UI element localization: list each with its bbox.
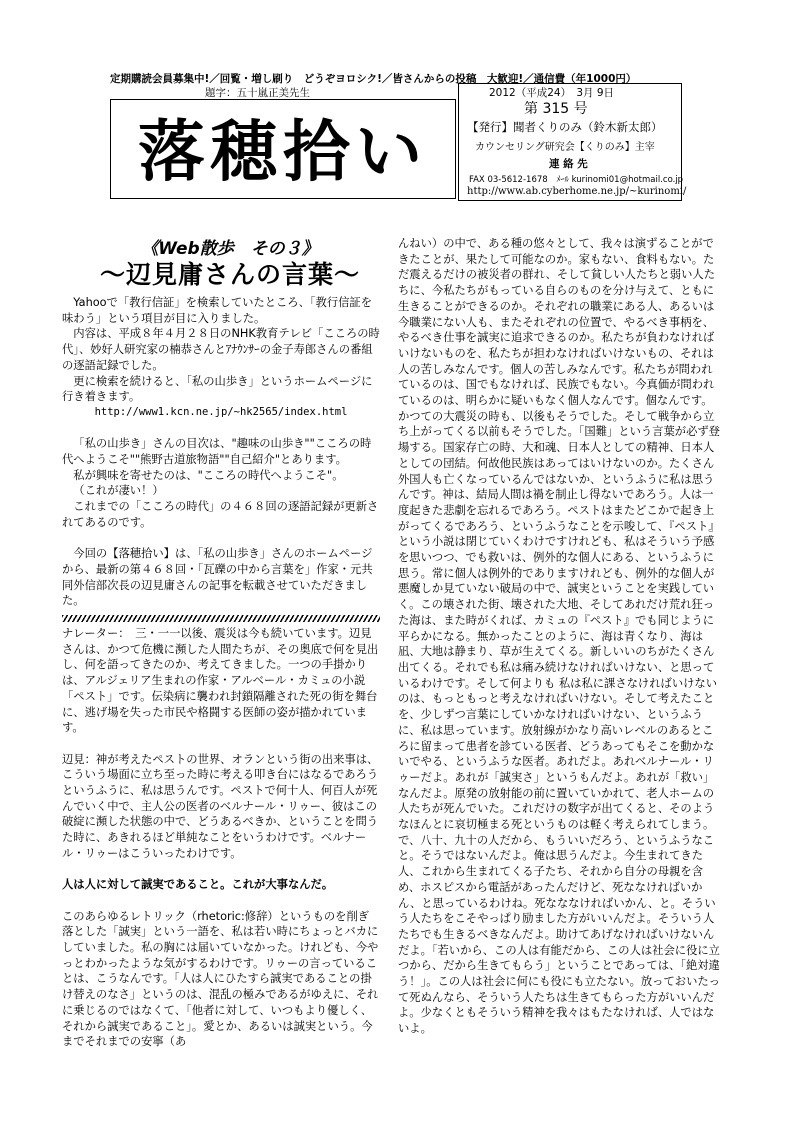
para-4: 「私の山歩き」さんの目次は、"趣味の山歩き""こころの時代へようこそ""熊野古道旅物語""自己紹介"とあります。 xyxy=(62,437,372,467)
henmi-para: 辺見：神が考えたペストの世界、オランという街の出来事は、こういう場面に立ち至った時に考える叩き台にはなるであろうというふうに、私は思うんです。ペストで何十人、何百人が死んでいく中で、主人公の医者のベルナール・リゥー、彼はこの破綻に瀕した状態の中で、どうあるべきか、ということを問うた時に、あきれるほど単純なことをいうわけです。ベルナール・リゥーはこういったわけです。 xyxy=(62,752,379,860)
top-banner: 定期購読会員募集中!／回覧・増し刷り どうぞヨロシク!／皆さんからの投稿 大歓迎!／通信費（年1000円） xyxy=(110,73,637,85)
issue-info-box xyxy=(458,83,687,201)
para-5b: （これが凄い！） xyxy=(73,484,164,498)
right-column xyxy=(398,236,720,1037)
website-url[interactable]: http://www.ab.cyberhome.ne.jp/~kurinomi/ xyxy=(467,186,687,197)
masthead-title-svg xyxy=(111,100,455,198)
series-title: 《Web散歩 その３》 xyxy=(141,239,319,259)
left-column xyxy=(62,295,380,1050)
para-7: 今回の【落穂拾い】は、「私の山歩き」さんのホームページから、最新の第４６８回・「瓦礫の中から言葉を」作家・元共同外信部次長の辺見庸さんの記事を転載させていただきました。 xyxy=(62,547,373,608)
section-divider xyxy=(62,615,380,622)
article-headline: ～辺見庸さんの言葉～ xyxy=(99,260,360,289)
masthead-title: 落穂拾い xyxy=(137,111,429,191)
para-1: Yahooで「教行信証」を検索していたところ、「教行信証を味わう」という項目が目に入りました。 xyxy=(62,296,373,325)
para-3: 更に検索を続けると、「私の山歩き」というホームページに行き着きます。 xyxy=(62,374,373,404)
issue-date: 2012（平成24） 3月 9日 xyxy=(489,87,615,99)
para-2: 内容は、平成８年４月２８日のNHK教育テレビ「こころの時代」、妙好人研究家の楠恭さんとｱﾅｳﾝｻｰの金子寿郎さんの番組の逐語記録でした。 xyxy=(62,327,380,372)
key-quote: 人は人に対して誠実であること。これが大事なんだ。 xyxy=(62,878,334,892)
right-column-text: んねい）の中で、ある種の悠々として、我々は演ずることができたことが、果たして可能なのか。家もない、食料もない。ただ震えるだけの被災者の群れ、そして貧しい人たちと弱い人たちに、今私たちがもっている自らのものを分け与えて、ともに生きることができるのか。それぞれの職業にある人、あるいは今職業にない人も、またそれぞれの位置で、やるべき事柄を、やるべき仕事を誠実に追求できるのか。私たちが負わなければいけないものを、私たちが担わなければいけないもの、それは人の苦しみなんです。個人の苦しみなんです。私たちが問われているのは、国でもなければ、民族でもない。今真価が問われているのは、明らかに疑いもなく個人なんです。個なんです。かつての大震災の時も、以後もそうでした。そして戦争から立ち上がってくる以前もそうでした。「国難」という言葉が必ず登場する。国家存亡の時、大和魂、日本人としての精神、日本人としての団結。何故他民族はあってはいけないのか。たくさん外国人も亡くなっているんではないか、というふうに私は思うんです。神は、結局人間は禍を制止し得ないであろう。人は一度起きた悲劇を忘れるであろう。ペストはまたどこかで起き上がってくるであろう、というふうなことを示唆して、『ペスト』という小説は閉じていくわけですけれども、私はそういう予感を思いつつ、でも救いは、例外的な個人にある、というふうに思う。常に個人は例外的でありますけれども、例外的な個人が悪魔しか見ていない破局の中で、誠実ということを実践していく。この壊された街、壊された大地、そしてあれだけ荒れ狂った海は、また時がくれば、カミュの『ペスト』でも同じように平らかになる。無かったことのように、海は青くなり、海は凪、大地は静まり、草が生えてくる。新しいいのちがたくさん出てくる。それでも私は痛み続けなければいけない、と思っているわけです。そして何よりも 私は私に課さなければいけないのは、もっともっと考えなければいけない。そして考えたことを、少しずつ言葉にしていかなければいけない、というふうに、私は思っています。放射線がかなり高いレベルのあるところに留まって患者を診ている医者、どうあってもそこを動かないでやる、というふうな医者。あれだよ。あれベルナール・リゥーだよ。あれが「誠実さ」というもんだよ。あれが「救い」なんだよ。原発の放射能の前に置いていかれて、老人ホームの人たちが死んでいた。これだけの数字が出てくると、そのようなほんとに哀切極まる死というものは軽く考えられてしまう。で、八十、九十の人だから、もういいだろう、というふうなこと。そうではないんだよ。俺は思うんだよ。今生まれてきた人、これから生まれてくる子たち、それから自分の母親を含め、ホスピスから電話があったんだけど、死ななければいかん、と思っているわけね。死なななければいかん、と。そういう人たちをこそやっぱり励ました方がいいんだよ。そういう人たちでも生きるべきなんだよ。助けてあげなければいけないんだよ。「若いから、この人は有能だから、この人は社会に役に立つから、だから生きてもらう」ということであっては、「絶対違う！」。この人は社会に何にも役にも立たない。放っておいたって死ぬんなら、そういう人たちは生きてもらった方がいいんだよ。少なくともそういう精神を我々はもたなければ、人ではないよ。 xyxy=(398,237,720,1036)
calligrapher-credit: 題字：五十嵐正美先生 xyxy=(205,87,310,99)
narrator-para: ナレーター： 三・一一以後、震災は今も続いています。辺見さんは、かつて危機に瀕した人間たちが、その奥底で何を見出し、何を語ってきたのか、考えてきました。一つの手掛かりは、アルジェリア生まれの作家・アルベール・カミュの小説「ペスト」です。伝染病に襲われ封鎖隔離された死の街を舞台に、逃げ場を失った市民や格闘する医師の姿が描かれています。 xyxy=(62,627,379,735)
contact-label: 連 絡 先 xyxy=(549,158,588,170)
organization: カウンセリング研究会【くりのみ】主宰 xyxy=(475,142,655,153)
para-6: これまでの「こころの時代」の４６８回の逐語記録が更新されてあるのです。 xyxy=(62,500,379,529)
publisher: 【発行】聞者くりのみ（鈴木新太郎） xyxy=(467,120,663,134)
para-5: 私が興味を寄せたのは、"こころの時代へようこそ"。 xyxy=(73,468,344,482)
reference-url[interactable]: http://www1.kcn.ne.jp/~hk2565/index.html xyxy=(94,405,348,418)
issue-number: 第 315 号 xyxy=(524,101,588,117)
masthead-title-box xyxy=(110,99,456,199)
rhetoric-para: このあらゆるレトリック（rhetoric:修辞）というものを削ぎ落とした「誠実」という一語を、私は若い時にちょっとバカにしていました。私の胸には届いていなかった。けれども、今やっとわかったような気がするわけです。リゥーの言っていることは、こうなんです。「人は人にひたすら誠実であることの掛け替えのなさ」というのは、混乱の極みであるがゆえに、それに乗じるのではなくて、「他者に対して、いつもより優しく、それから誠実であること」。愛とか、あるいは誠実という。今までそれまでの安寧（あ xyxy=(62,909,379,1049)
fax-email: FAX 03-5612-1678 ﾒｰﾙ kurinomi01@hotmail.co.jp xyxy=(469,175,684,185)
